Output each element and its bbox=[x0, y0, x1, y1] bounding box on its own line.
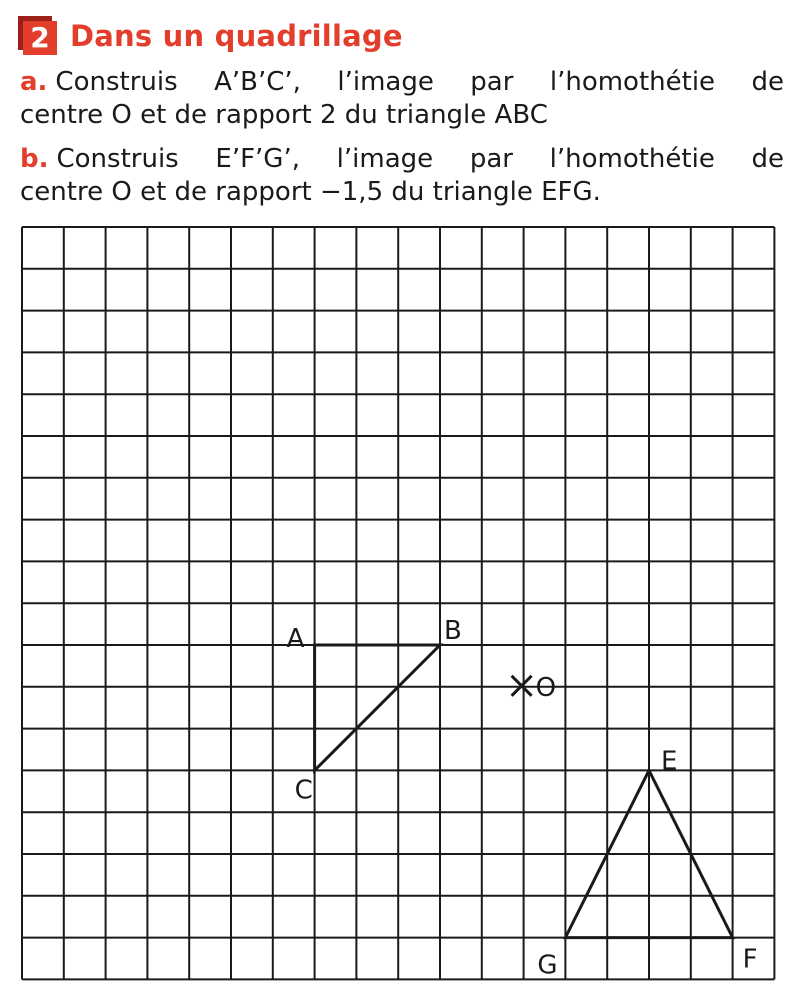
point-label-g: G bbox=[537, 950, 558, 981]
question-b-line2: centre O et de rapport −1,5 du triangle EFG. bbox=[20, 177, 601, 207]
point-label-a: A bbox=[286, 624, 305, 654]
question-a-line2: centre O et de rapport 2 du triangle ABC bbox=[20, 100, 548, 130]
question-b-text1: Construis E’F’G’, l’image par l’homothétie de bbox=[56, 144, 784, 174]
point-label-e: E bbox=[661, 746, 678, 777]
triangle-abc bbox=[315, 645, 440, 770]
question-a-label: a. bbox=[20, 67, 48, 97]
question-a-text1: Construis A’B’C’, l’image par l’homothétie de bbox=[55, 67, 784, 97]
point-label-b: B bbox=[444, 616, 462, 646]
question-b-label: b. bbox=[20, 144, 49, 174]
point-label-o: O bbox=[535, 672, 557, 703]
exercise-number: 2 bbox=[23, 21, 57, 55]
point-label-f: F bbox=[742, 944, 758, 975]
grid-lines bbox=[22, 227, 774, 979]
exercise-title: Dans un quadrillage bbox=[70, 19, 403, 53]
point-label-c: C bbox=[294, 775, 313, 806]
